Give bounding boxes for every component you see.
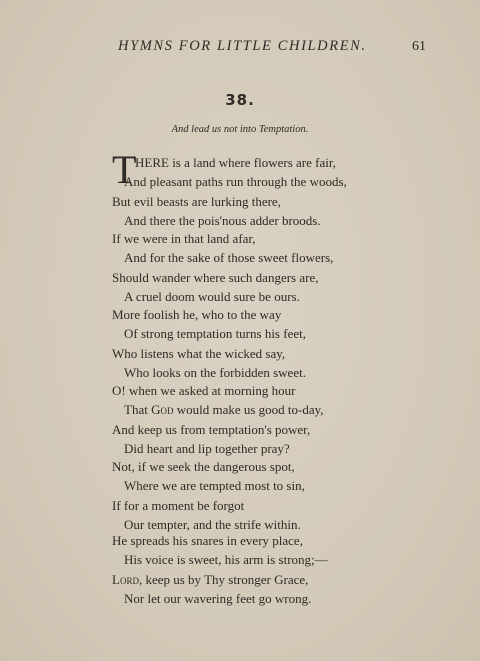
stanza-line: But evil beasts are lurking there, bbox=[112, 193, 281, 209]
page-number: 61 bbox=[412, 39, 426, 54]
stanza-5 bbox=[112, 457, 412, 534]
divine-name: Lord bbox=[112, 571, 139, 587]
stanza-line: Did heart and lip together pray? bbox=[124, 440, 290, 456]
running-title: HYMNS FOR LITTLE CHILDREN. bbox=[118, 38, 367, 54]
stanza-line: He spreads his snares in every place, bbox=[112, 533, 303, 548]
stanza-line: And pleasant paths run through the woods, bbox=[124, 174, 347, 190]
stanza-line: Who looks on the forbidden sweet. bbox=[124, 364, 306, 380]
stanza-6 bbox=[112, 531, 412, 608]
stanza-line bbox=[112, 570, 412, 589]
stanza-line: O! when we asked at morning hour bbox=[112, 383, 296, 398]
divine-name: God bbox=[151, 402, 174, 418]
stanza-line: Of strong temptation turns his feet, bbox=[124, 326, 306, 342]
stanza-line: And keep us from temptation's power, bbox=[112, 421, 311, 437]
line-fragment: would make us good to-day, bbox=[173, 402, 324, 418]
stanza-line: More foolish he, who to the way bbox=[112, 307, 282, 322]
stanza-line: A cruel doom would sure be ours. bbox=[124, 288, 300, 304]
running-head bbox=[0, 38, 480, 58]
hymn-number: 38. bbox=[225, 91, 255, 109]
stanza-line: Where we are tempted most to sin, bbox=[124, 478, 305, 494]
stanza-1 bbox=[112, 153, 412, 230]
stanza-2 bbox=[112, 229, 412, 306]
stanza-line: Should wander where such dangers are, bbox=[112, 269, 319, 285]
stanza-line: Our tempter, and the strife within. bbox=[124, 516, 301, 532]
stanza-3 bbox=[112, 305, 412, 382]
stanza-line bbox=[112, 400, 412, 419]
stanza-line: If for a moment be forgot bbox=[112, 497, 245, 513]
stanza-line: His voice is sweet, his arm is strong;— bbox=[124, 552, 328, 568]
line-fragment: , keep us by Thy stronger Grace, bbox=[138, 571, 309, 587]
drop-cap: T bbox=[112, 147, 137, 192]
stanza-4 bbox=[112, 381, 412, 458]
line-fragment: That bbox=[124, 402, 152, 418]
hymn-epigraph: And lead us not into Temptation. bbox=[171, 124, 309, 135]
stanza-line: If we were in that land afar, bbox=[112, 231, 256, 246]
stanza-line: Nor let our wavering feet go wrong. bbox=[124, 590, 312, 606]
stanza-line: HERE is a land where flowers are fair, bbox=[135, 155, 336, 170]
stanza-line: Not, if we seek the dangerous spot, bbox=[112, 459, 295, 474]
stanza-line: Who listens what the wicked say, bbox=[112, 345, 286, 361]
stanza-line: And for the sake of those sweet flowers, bbox=[124, 250, 334, 266]
stanza-line: And there the pois'nous adder broods. bbox=[124, 212, 321, 228]
